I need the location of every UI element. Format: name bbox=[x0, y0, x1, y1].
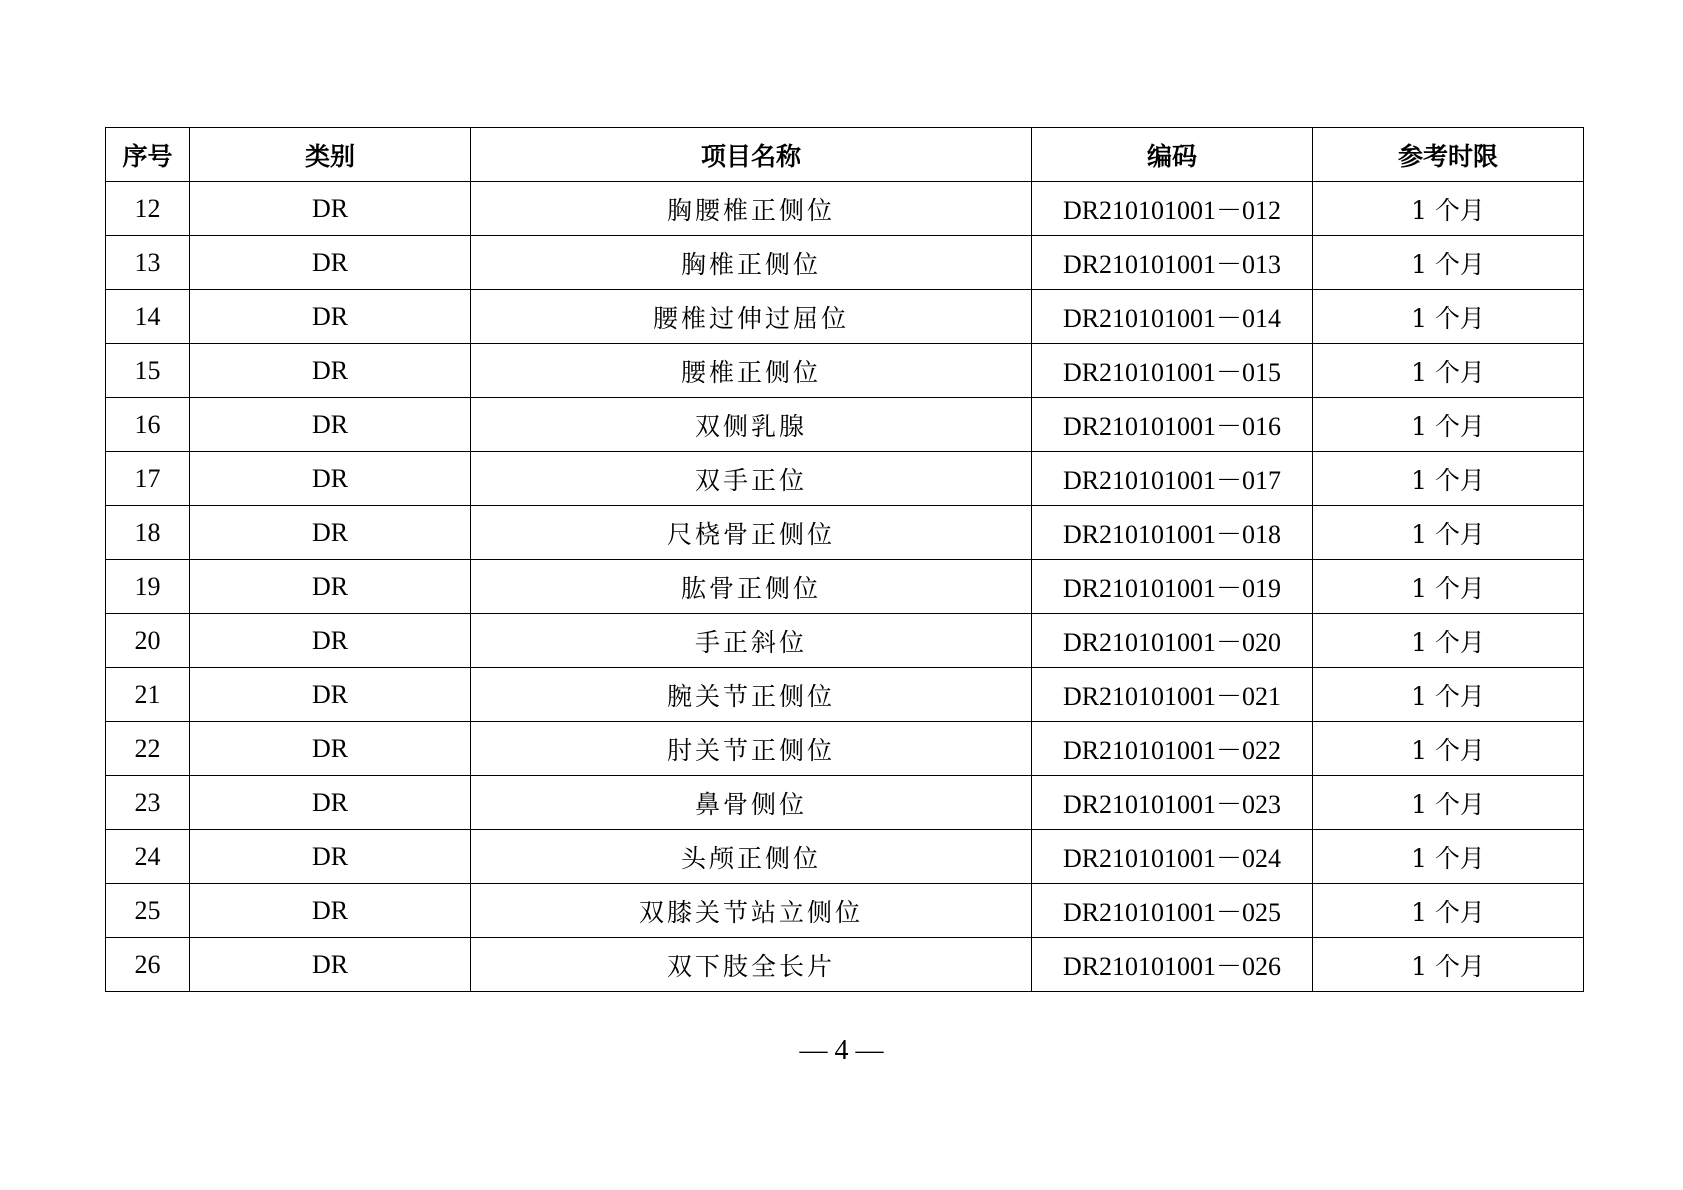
header-serial-number: 序号 bbox=[106, 128, 190, 182]
cell-reference-time-limit: 1 个月 bbox=[1313, 398, 1584, 452]
header-reference-time-limit: 参考时限 bbox=[1313, 128, 1584, 182]
cell-item-name: 双膝关节站立侧位 bbox=[471, 884, 1032, 938]
cell-code: DR210101001－017 bbox=[1032, 452, 1313, 506]
table-row bbox=[106, 236, 1584, 290]
cell-serial-number: 24 bbox=[106, 830, 190, 884]
cell-category: DR bbox=[190, 884, 471, 938]
cell-code: DR210101001－024 bbox=[1032, 830, 1313, 884]
cell-code: DR210101001－019 bbox=[1032, 560, 1313, 614]
header-code: 编码 bbox=[1032, 128, 1313, 182]
cell-reference-time-limit: 1 个月 bbox=[1313, 668, 1584, 722]
cell-reference-time-limit: 1 个月 bbox=[1313, 344, 1584, 398]
cell-serial-number: 22 bbox=[106, 722, 190, 776]
cell-reference-time-limit: 1 个月 bbox=[1313, 938, 1584, 992]
cell-category: DR bbox=[190, 290, 471, 344]
cell-category: DR bbox=[190, 722, 471, 776]
cell-category: DR bbox=[190, 668, 471, 722]
cell-code: DR210101001－025 bbox=[1032, 884, 1313, 938]
cell-item-name: 双下肢全长片 bbox=[471, 938, 1032, 992]
cell-code: DR210101001－018 bbox=[1032, 506, 1313, 560]
cell-category: DR bbox=[190, 938, 471, 992]
cell-category: DR bbox=[190, 560, 471, 614]
table-row bbox=[106, 182, 1584, 236]
cell-item-name: 尺桡骨正侧位 bbox=[471, 506, 1032, 560]
cell-category: DR bbox=[190, 452, 471, 506]
cell-category: DR bbox=[190, 830, 471, 884]
cell-item-name: 腕关节正侧位 bbox=[471, 668, 1032, 722]
cell-code: DR210101001－020 bbox=[1032, 614, 1313, 668]
table-row bbox=[106, 506, 1584, 560]
cell-item-name: 头颅正侧位 bbox=[471, 830, 1032, 884]
table-row bbox=[106, 398, 1584, 452]
cell-reference-time-limit: 1 个月 bbox=[1313, 614, 1584, 668]
cell-code: DR210101001－015 bbox=[1032, 344, 1313, 398]
cell-reference-time-limit: 1 个月 bbox=[1313, 830, 1584, 884]
header-category: 类别 bbox=[190, 128, 471, 182]
cell-code: DR210101001－022 bbox=[1032, 722, 1313, 776]
cell-serial-number: 19 bbox=[106, 560, 190, 614]
cell-item-name: 手正斜位 bbox=[471, 614, 1032, 668]
cell-serial-number: 13 bbox=[106, 236, 190, 290]
table-row bbox=[106, 668, 1584, 722]
exam-items-table bbox=[105, 127, 1584, 992]
table-body bbox=[106, 182, 1584, 992]
cell-item-name: 腰椎过伸过屈位 bbox=[471, 290, 1032, 344]
cell-serial-number: 26 bbox=[106, 938, 190, 992]
cell-code: DR210101001－014 bbox=[1032, 290, 1313, 344]
cell-category: DR bbox=[190, 182, 471, 236]
table-row bbox=[106, 560, 1584, 614]
document-table-container bbox=[105, 127, 1583, 992]
cell-code: DR210101001－016 bbox=[1032, 398, 1313, 452]
cell-reference-time-limit: 1 个月 bbox=[1313, 506, 1584, 560]
cell-reference-time-limit: 1 个月 bbox=[1313, 560, 1584, 614]
cell-serial-number: 25 bbox=[106, 884, 190, 938]
cell-item-name: 肘关节正侧位 bbox=[471, 722, 1032, 776]
table-row bbox=[106, 938, 1584, 992]
cell-serial-number: 15 bbox=[106, 344, 190, 398]
cell-serial-number: 12 bbox=[106, 182, 190, 236]
cell-serial-number: 21 bbox=[106, 668, 190, 722]
cell-category: DR bbox=[190, 614, 471, 668]
cell-serial-number: 14 bbox=[106, 290, 190, 344]
cell-item-name: 双侧乳腺 bbox=[471, 398, 1032, 452]
cell-item-name: 双手正位 bbox=[471, 452, 1032, 506]
cell-reference-time-limit: 1 个月 bbox=[1313, 182, 1584, 236]
cell-reference-time-limit: 1 个月 bbox=[1313, 776, 1584, 830]
cell-reference-time-limit: 1 个月 bbox=[1313, 722, 1584, 776]
table-row bbox=[106, 884, 1584, 938]
cell-item-name: 胸椎正侧位 bbox=[471, 236, 1032, 290]
cell-item-name: 鼻骨侧位 bbox=[471, 776, 1032, 830]
header-item-name: 项目名称 bbox=[471, 128, 1032, 182]
cell-code: DR210101001－026 bbox=[1032, 938, 1313, 992]
cell-reference-time-limit: 1 个月 bbox=[1313, 884, 1584, 938]
cell-reference-time-limit: 1 个月 bbox=[1313, 236, 1584, 290]
cell-item-name: 胸腰椎正侧位 bbox=[471, 182, 1032, 236]
cell-category: DR bbox=[190, 236, 471, 290]
cell-category: DR bbox=[190, 776, 471, 830]
page-number: — 4 — bbox=[799, 1035, 884, 1066]
cell-code: DR210101001－021 bbox=[1032, 668, 1313, 722]
cell-serial-number: 18 bbox=[106, 506, 190, 560]
cell-item-name: 腰椎正侧位 bbox=[471, 344, 1032, 398]
cell-category: DR bbox=[190, 506, 471, 560]
cell-code: DR210101001－023 bbox=[1032, 776, 1313, 830]
table-row bbox=[106, 614, 1584, 668]
cell-reference-time-limit: 1 个月 bbox=[1313, 452, 1584, 506]
cell-category: DR bbox=[190, 398, 471, 452]
cell-reference-time-limit: 1 个月 bbox=[1313, 290, 1584, 344]
table-row bbox=[106, 452, 1584, 506]
cell-serial-number: 17 bbox=[106, 452, 190, 506]
cell-code: DR210101001－013 bbox=[1032, 236, 1313, 290]
table-header-row bbox=[106, 128, 1584, 182]
cell-serial-number: 20 bbox=[106, 614, 190, 668]
table-row bbox=[106, 722, 1584, 776]
cell-category: DR bbox=[190, 344, 471, 398]
cell-code: DR210101001－012 bbox=[1032, 182, 1313, 236]
table-row bbox=[106, 290, 1584, 344]
table-row bbox=[106, 344, 1584, 398]
cell-serial-number: 23 bbox=[106, 776, 190, 830]
cell-serial-number: 16 bbox=[106, 398, 190, 452]
table-row bbox=[106, 776, 1584, 830]
table-row bbox=[106, 830, 1584, 884]
cell-item-name: 肱骨正侧位 bbox=[471, 560, 1032, 614]
